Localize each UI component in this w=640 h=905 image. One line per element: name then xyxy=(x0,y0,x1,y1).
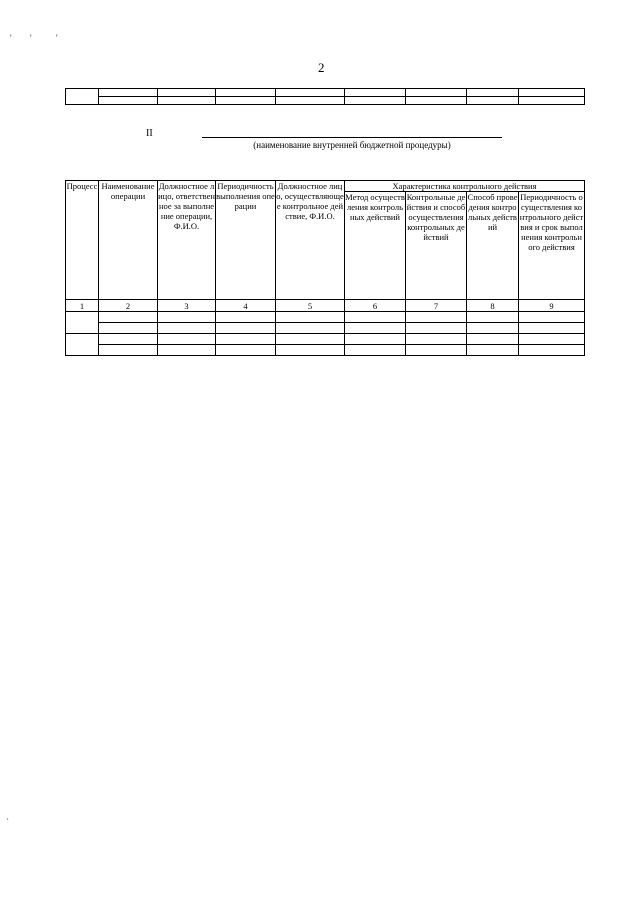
table-row xyxy=(66,323,585,334)
column-number: 8 xyxy=(467,300,519,312)
table-row xyxy=(66,97,585,105)
table-cell xyxy=(345,345,406,356)
table-cell xyxy=(158,89,216,97)
table-cell xyxy=(345,89,406,97)
table-cell xyxy=(467,323,519,334)
control-table xyxy=(65,180,585,356)
column-number: 5 xyxy=(276,300,345,312)
table-row xyxy=(66,345,585,356)
table-cell xyxy=(216,97,276,105)
table-cell xyxy=(99,334,158,345)
column-number: 1 xyxy=(66,300,99,312)
procedure-caption: (наименование внутренней бюджетной процедуры) xyxy=(253,140,451,150)
scan-mark: ' xyxy=(10,33,12,43)
table-cell xyxy=(467,345,519,356)
table-row xyxy=(66,334,585,345)
table-cell xyxy=(276,345,345,356)
table-cell xyxy=(99,345,158,356)
procedure-name-line xyxy=(202,137,502,138)
table-cell xyxy=(519,345,585,356)
column-number: 3 xyxy=(158,300,216,312)
table-cell xyxy=(276,323,345,334)
column-number: 6 xyxy=(345,300,406,312)
table-cell xyxy=(345,312,406,323)
table-cell xyxy=(99,97,158,105)
table-cell xyxy=(158,334,216,345)
header-control-actions: Контрольные действия и способ осуществления контрольных действий xyxy=(406,192,467,300)
table-cell xyxy=(66,334,99,356)
section-numeral: II xyxy=(146,128,153,139)
column-number: 4 xyxy=(216,300,276,312)
table-cell xyxy=(216,312,276,323)
header-responsible-official: Должностное лицо, ответственное за выполнение операции, Ф.И.О. xyxy=(158,181,216,300)
table-cell xyxy=(406,345,467,356)
table-cell xyxy=(406,312,467,323)
table-cell xyxy=(216,323,276,334)
table-cell xyxy=(99,312,158,323)
header-control-method: Метод осуществления контрольных действий xyxy=(345,192,406,300)
table-cell xyxy=(66,312,99,334)
table-cell xyxy=(345,323,406,334)
table-cell xyxy=(406,89,467,97)
table-cell xyxy=(158,97,216,105)
table-cell xyxy=(216,334,276,345)
table-cell xyxy=(519,334,585,345)
table-cell xyxy=(467,312,519,323)
table-cell xyxy=(345,97,406,105)
page-number: 2 xyxy=(318,60,325,75)
table-cell xyxy=(99,89,158,97)
scan-mark: ' xyxy=(56,33,58,43)
header-control-official: Должностное лицо, осуществляющее контрольное действие, Ф.И.О. xyxy=(276,181,345,300)
table-cell xyxy=(467,89,519,97)
table-cell xyxy=(158,323,216,334)
scan-mark: ` xyxy=(6,817,9,827)
header-process: Процесс xyxy=(66,181,99,300)
column-number: 2 xyxy=(99,300,158,312)
table-cell xyxy=(276,97,345,105)
header-control-way: Способ проведения контрольных действий xyxy=(467,192,519,300)
table-cell xyxy=(406,323,467,334)
table-cell xyxy=(158,312,216,323)
table-row xyxy=(66,312,585,323)
table-cell xyxy=(276,334,345,345)
column-number: 7 xyxy=(406,300,467,312)
table-row xyxy=(66,89,585,97)
header-operation-name: Наименование операции xyxy=(99,181,158,300)
table-cell xyxy=(519,97,585,105)
column-numbers-row xyxy=(66,300,585,312)
table-cell xyxy=(216,89,276,97)
continuation-table xyxy=(65,88,585,105)
table-cell xyxy=(276,312,345,323)
scan-mark: ' xyxy=(30,33,32,43)
table-cell xyxy=(519,312,585,323)
table-cell xyxy=(158,345,216,356)
table-cell xyxy=(66,89,99,105)
table-cell xyxy=(467,97,519,105)
header-control-periodicity: Периодичность осуществления контрольного действия и срок выполнения контрольного действия xyxy=(519,192,585,300)
table-cell xyxy=(467,334,519,345)
table-cell xyxy=(519,89,585,97)
header-row xyxy=(66,181,585,192)
table-cell xyxy=(345,334,406,345)
table-cell xyxy=(406,334,467,345)
column-number: 9 xyxy=(519,300,585,312)
table-cell xyxy=(519,323,585,334)
header-control-characteristics: Характеристика контрольного действия xyxy=(345,181,585,192)
table-cell xyxy=(99,323,158,334)
table-cell xyxy=(406,97,467,105)
table-cell xyxy=(216,345,276,356)
header-operation-periodicity: Периодичность выполнения операции xyxy=(216,181,276,300)
table-cell xyxy=(276,89,345,97)
